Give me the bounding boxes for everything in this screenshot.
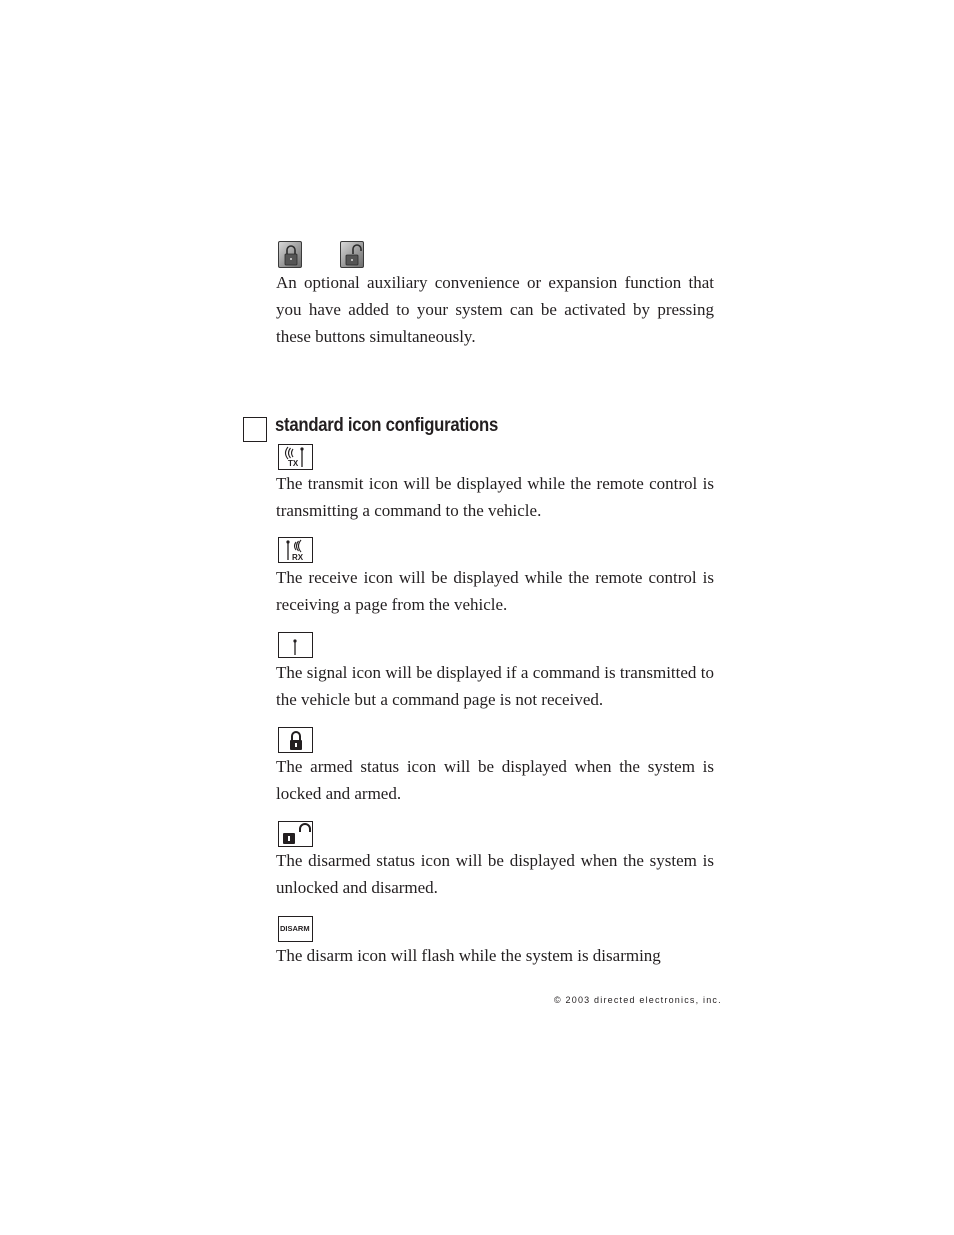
lock-button-icon [278,241,302,268]
armed-description: The armed status icon will be displayed when the system is locked and armed. [276,757,714,803]
section-marker [243,417,267,442]
signal-icon [278,632,313,658]
disarm-description: The disarm icon will flash while the system is disarming [276,946,661,965]
disarmed-description: The disarmed status icon will be displayed when the system is unlocked and disarmed. [276,851,714,897]
armed-lock-icon [278,727,313,753]
tx-label: TX [288,459,299,468]
unlock-button-icon [340,241,364,268]
disarm-icon [278,916,313,942]
intro-paragraph: An optional auxiliary convenience or expansion function that you have added to your system can be activated by pressing these buttons simultaneously. [276,273,714,346]
section-heading: standard icon configurations [275,415,498,436]
transmit-description: The transmit icon will be displayed while the remote control is transmitting a command to the vehicle. [276,474,714,520]
receive-icon [278,537,313,563]
copyright-notice: © 2003 directed electronics, inc. [554,995,722,1005]
signal-description: The signal icon will be displayed if a command is transmitted to the vehicle but a command page is not received. [276,663,714,709]
disarm-label: DISARM [280,924,310,933]
disarmed-unlock-icon [278,821,313,847]
rx-label: RX [292,553,304,562]
transmit-icon [278,444,313,470]
receive-description: The receive icon will be displayed while the remote control is receiving a page from the vehicle. [276,568,714,614]
